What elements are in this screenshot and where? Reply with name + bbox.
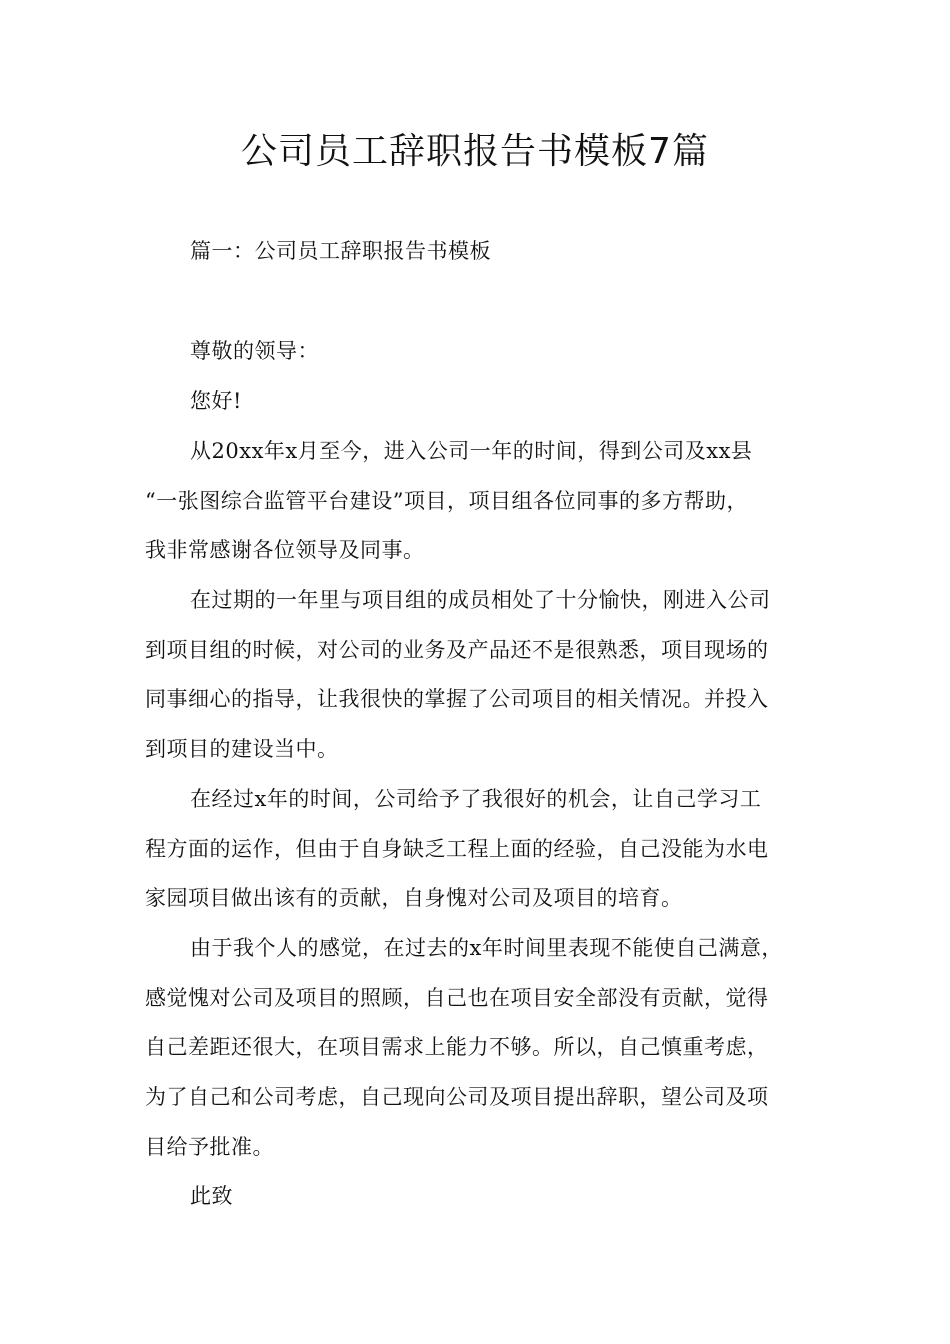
paragraph-line: 我非常感谢各位领导及同事。: [145, 538, 425, 562]
paragraph-line: 由于我个人的感觉，在过去的x年时间里表现不能使自己满意，: [190, 936, 783, 960]
paragraph-line: 为了自己和公司考虑，自己现向公司及项目提出辞职，望公司及项: [145, 1085, 769, 1109]
section-heading: 篇一：公司员工辞职报告书模板: [190, 239, 491, 263]
paragraph-line: 在经过x年的时间，公司给予了我很好的机会，让自己学习工: [190, 787, 762, 811]
salutation: 尊敬的领导：: [190, 339, 319, 363]
document-title: 公司员工辞职报告书模板7篇: [241, 131, 709, 172]
paragraph-line: 目给予批准。: [145, 1135, 274, 1159]
paragraph-line: 感觉愧对公司及项目的照顾，自己也在项目安全部没有贡献，觉得: [145, 986, 769, 1010]
paragraph-line: “一张图综合监管平台建设”项目，项目组各位同事的多方帮助，: [145, 489, 748, 513]
greeting: 您好!: [190, 389, 242, 413]
paragraph-line: 到项目组的时候，对公司的业务及产品还不是很熟悉，项目现场的: [145, 638, 769, 662]
paragraph-line: 在过期的一年里与项目组的成员相处了十分愉快，刚进入公司: [190, 588, 771, 612]
paragraph-line: 家园项目做出该有的贡献，自身愧对公司及项目的培育。: [145, 886, 683, 910]
paragraph-line: 自己差距还很大，在项目需求上能力不够。所以，自己慎重考虑，: [145, 1035, 769, 1059]
paragraph-line: 到项目的建设当中。: [145, 737, 339, 761]
paragraph-line: 程方面的运作，但由于自身缺乏工程上面的经验，自己没能为水电: [145, 837, 769, 861]
paragraph-line: 从20xx年x月至今，进入公司一年的时间，得到公司及xx县: [190, 439, 753, 463]
closing-line: 此致: [190, 1184, 233, 1208]
paragraph-line: 同事细心的指导，让我很快的掌握了公司项目的相关情况。并投入: [145, 687, 769, 711]
